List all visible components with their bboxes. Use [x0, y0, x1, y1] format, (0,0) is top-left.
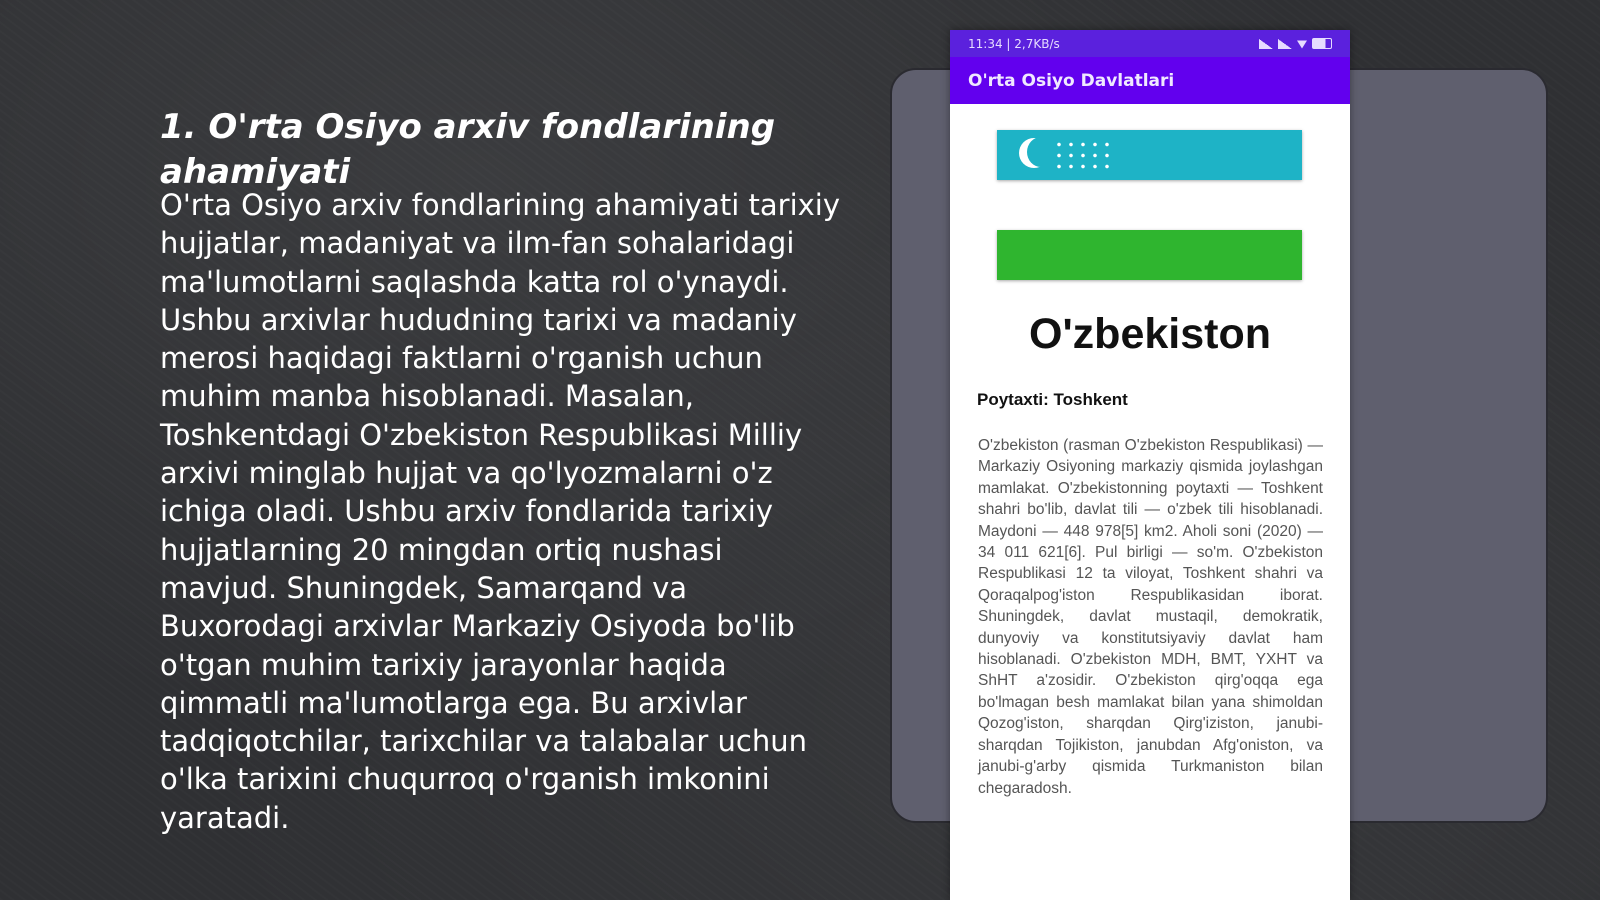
battery-icon [1312, 38, 1332, 49]
country-detail-content [950, 104, 1350, 900]
status-bar [950, 30, 1350, 57]
stars-icon [1053, 139, 1113, 173]
app-bar [950, 57, 1350, 104]
flag-blue-stripe [997, 130, 1302, 180]
country-description: O'zbekiston (rasman O'zbekiston Respublikasi) — Markaziy Osiyoning markaziy qismida joylashgan mamlakat. O'zbekistonning poytaxti — Toshkent shahri bo'lib, davlat tili — o'zbek tili hisoblanadi. Maydoni — 448 978[5] km2. Aholi soni (2020) — 34 011 621[6]. Pul birligi — so'm. O'zbekiston Respublikasi 12 ta viloyat, Toshkent shahri va Qoraqalpog'iston Respublikasidan iborat. Shuningdek, davlat mustaqil, demokratik, dunyoviy va konstitutsiyaviy davlat ham hisoblanadi. O'zbekiston MDH, BMT, YXHT va ShHT a'zosidir. O'zbekiston qirg'oqqa ega bo'lmagan besh mamlakat bilan yana shimoldan Qozog'iston, sharqdan Qirg'iziston, janubi-sharqdan Tojikiston, janubdan Afg'oniston, va janubi-g'arby qismida Turkmaniston bilan chegaradosh. [978, 437, 1323, 797]
phone-screenshot [950, 30, 1350, 900]
signal-icon [1259, 39, 1273, 49]
app-bar-title: O'rta Osiyo Davlatlari [968, 70, 1175, 91]
capital-label: Poytaxti: Toshkent [977, 390, 1128, 409]
flag-green-stripe [997, 230, 1302, 280]
status-icons [1259, 38, 1332, 49]
country-name: O'zbekiston [1029, 310, 1271, 358]
slide-title: 1. O'rta Osiyo arxiv fondlarining ahamiyati [160, 107, 776, 192]
slide-body-text: O'rta Osiyo arxiv fondlarining ahamiyati tarixiy hujjatlar, madaniyat va ilm-fan sohalaridagi ma'lumotlarni saqlashda katta rol o'ynaydi. Ushbu arxivlar hududning tarixi va madaniy merosi haqidagi faktlarni o'rganish uchun muhim manba hisoblanadi. Masalan, Toshkentdagi O'zbekiston Respublikasi Milliy arxivi minglab hujjat va qo'lyozmalarni o'z ichiga oladi. Ushbu arxiv fondlarida tarixiy hujjatlarning 20 mingdan ortiq nushasi mavjud. Shuningdek, Samarqand va Buxorodagi arxivlar Markaziy Osiyoda bo'lib o'tgan muhim tarixiy jarayonlar haqida qimmatli ma'lumotlarga ega. Bu arxivlar tadqiqotchilar, tarixchilar va talabalar uchun o'lka tarixini chuqurroq o'rganish imkonini yaratadi. [160, 188, 841, 835]
crescent-icon [1019, 138, 1049, 168]
status-time: 11:34 | 2,7KB/s [968, 36, 1060, 51]
signal-icon [1278, 39, 1292, 49]
wifi-icon [1297, 39, 1307, 49]
